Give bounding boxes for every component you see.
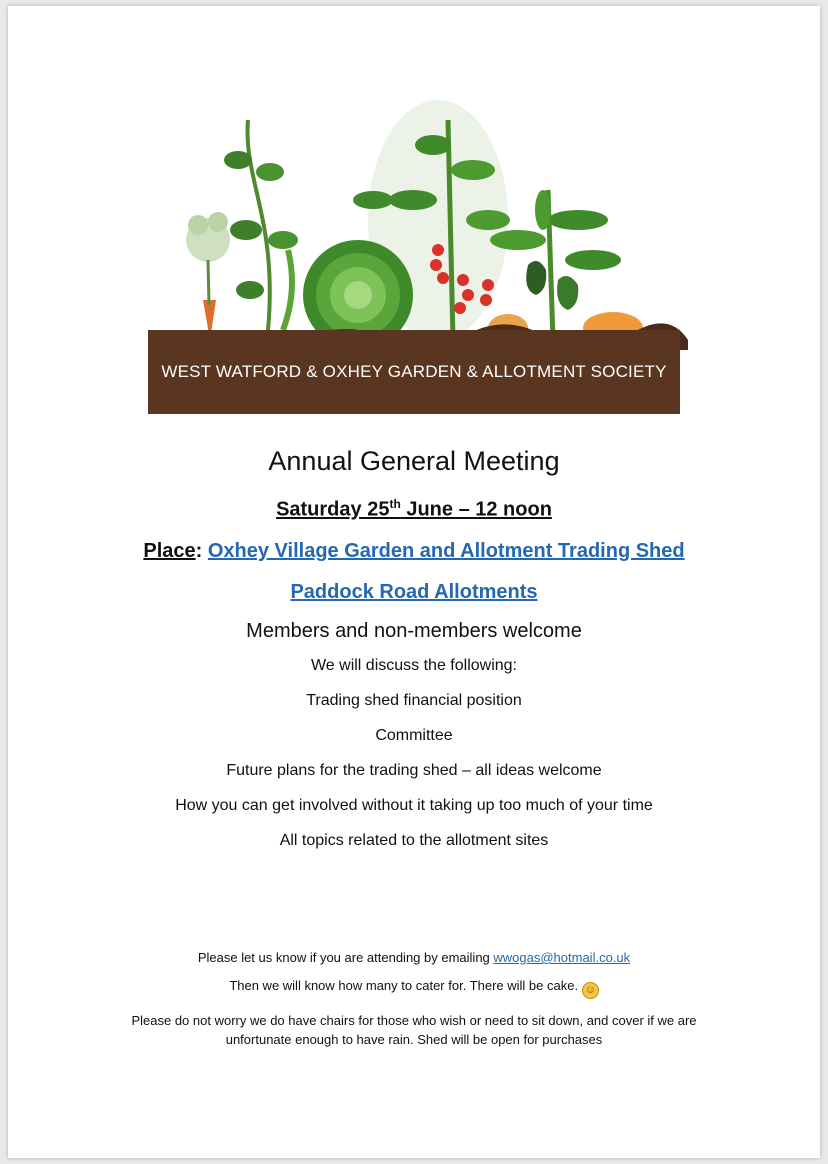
place-separator: :: [195, 539, 208, 562]
meeting-title: Annual General Meeting: [268, 446, 560, 476]
meeting-place: [0, 540, 828, 563]
society-banner: [148, 330, 680, 414]
agenda-intro: We will discuss the following:: [310, 656, 517, 674]
chairs-line-1: Please do not worry we do have chairs for those who wish or need to sit down, and cover if we are: [131, 1013, 697, 1028]
agenda-item: How you can get involved without it taking up too much of your time: [175, 796, 653, 814]
place-link[interactable]: Oxhey Village Garden and Allotment Trading Shed: [207, 539, 685, 562]
meeting-details: [0, 440, 828, 850]
welcome-text: Members and non-members welcome: [246, 619, 582, 642]
agenda-item: Future plans for the trading shed – all ideas welcome: [226, 761, 602, 779]
agenda-item: All topics related to the allotment sites: [279, 831, 549, 849]
agenda-item: Committee: [375, 726, 453, 744]
rsvp-line: [0, 950, 828, 965]
date-ordinal: th: [389, 497, 401, 511]
email-link[interactable]: wwogas@hotmail.co.uk: [493, 950, 631, 965]
rsvp-text: Please let us know if you are attending by emailing: [197, 950, 494, 965]
date-prefix: Saturday 25: [276, 498, 390, 521]
pea-plant-icon: [224, 120, 298, 330]
agenda-item: Trading shed financial position: [306, 691, 522, 709]
paddock-road-link[interactable]: Paddock Road Allotments: [290, 580, 538, 603]
meeting-date: [0, 497, 828, 522]
cake-line: [0, 978, 828, 999]
place-link-2-row: [0, 581, 828, 604]
chairs-line-2: unfortunate enough to have rain. Shed will be open for purchases: [225, 1032, 603, 1047]
date-suffix: June – 12 noon: [400, 498, 552, 521]
carrot-icon: [186, 212, 230, 340]
chairs-note: [0, 1011, 828, 1049]
society-name: WEST WATFORD & OXHEY GARDEN & ALLOTMENT SOCIETY: [161, 362, 667, 381]
place-label: Place: [143, 539, 196, 562]
smiley-face-icon: ☺: [582, 982, 599, 999]
footer-notes: [0, 950, 828, 1049]
cake-text: Then we will know how many to cater for. There will be cake.: [229, 978, 579, 993]
